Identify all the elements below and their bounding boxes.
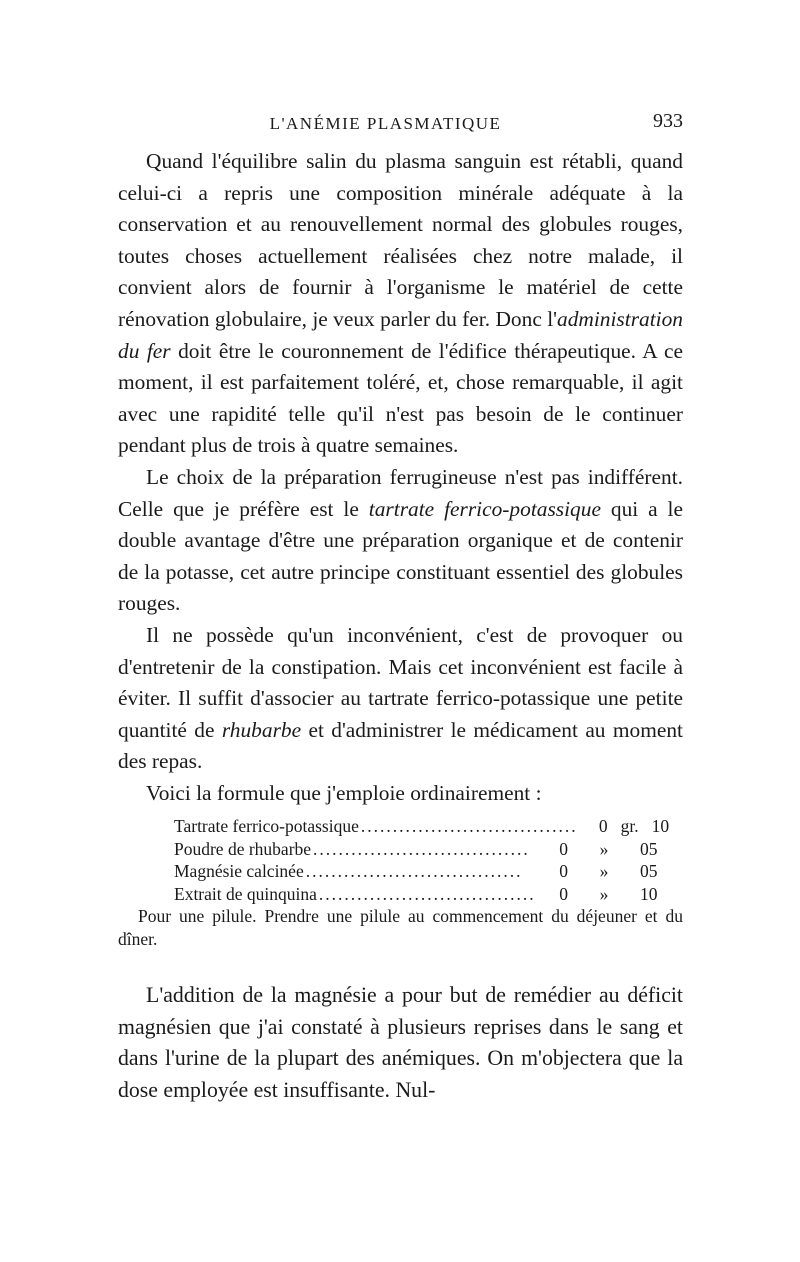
- leader-dots: ..................................: [305, 861, 523, 882]
- book-page: [118, 110, 683, 1106]
- leader-dots: ..................................: [318, 883, 536, 904]
- paragraph: Le choix de la préparation ferrugineuse n'est pas indifférent. Celle que je préfère est le tartrate ferrico-potassique qui a le double avantage d'être une préparation organique et de contenir de la potasse, cet autre principe constituant essentiel des globules rouges.: [118, 464, 683, 616]
- formula-row: [118, 838, 670, 860]
- page-number: 933: [653, 110, 683, 132]
- paragraph: Il ne possède qu'un inconvénient, c'est de provoquer ou d'entretenir de la constipation. Mais cet inconvénient est facile à éviter. Il suffit d'associer au tartrate ferrico-potassique une petite quantité de rhubarbe et d'administrer le médicament au moment des repas.: [118, 622, 683, 774]
- ingredient-name: Poudre de rhubarbe: [174, 838, 312, 859]
- paragraph: Voici la formule que j'emploie ordinairement :: [146, 780, 542, 805]
- quantity: 0 » 05: [559, 861, 658, 882]
- formula-row: [118, 883, 670, 905]
- paragraph: L'addition de la magnésie a pour but de remédier au déficit magnésien que j'ai constaté à plusieurs reprises dans le sang et dans l'urine de la plupart des anémiques. On m'objectera que la dose employée est insuffisante. Nul-: [118, 982, 683, 1102]
- body-text: [118, 146, 683, 809]
- paragraph: Quand l'équilibre salin du plasma sanguin est rétabli, quand celui-ci a repris une composition minérale adéquate à la conservation et au renouvellement normal des globules rouges, toutes choses actuellement réalisées chez notre malade, il convient alors de fournir à l'organisme le matériel de cette rénovation globulaire, je veux parler du fer. Donc l'administration du fer doit être le couronnement de l'édifice thérapeutique. A ce moment, il est parfaitement toléré, et, chose remarquable, il agit avec une rapidité telle qu'il n'est pas besoin de le continuer pendant plus de trois à quatre semaines.: [118, 149, 683, 458]
- quantity: 0 gr. 10: [598, 816, 670, 837]
- italic-term: rhubarbe: [221, 717, 302, 742]
- page-header: [118, 110, 683, 138]
- ingredient-name: Tartrate ferrico-potassique: [174, 816, 359, 837]
- quantity: 0 » 10: [559, 883, 658, 904]
- body-text-continued: [118, 980, 683, 1106]
- italic-term: tartrate ferrico-potassique: [368, 496, 601, 521]
- leader-dots: ..................................: [313, 838, 530, 859]
- formula-row: [118, 860, 670, 882]
- ingredient-name: Extrait de quinquina: [174, 883, 317, 904]
- formula-table: [118, 815, 683, 905]
- formula-note: Pour une pilule. Prendre une pilule au commencement du déjeuner et du dîner.: [118, 906, 683, 949]
- formula-row: [118, 815, 670, 837]
- quantity: 0 » 05: [559, 838, 658, 859]
- running-head: L'ANÉMIE PLASMATIQUE: [269, 114, 502, 133]
- italic-term: administration du fer: [118, 306, 683, 363]
- leader-dots: ..................................: [360, 816, 578, 837]
- ingredient-name: Magnésie calcinée: [174, 861, 304, 882]
